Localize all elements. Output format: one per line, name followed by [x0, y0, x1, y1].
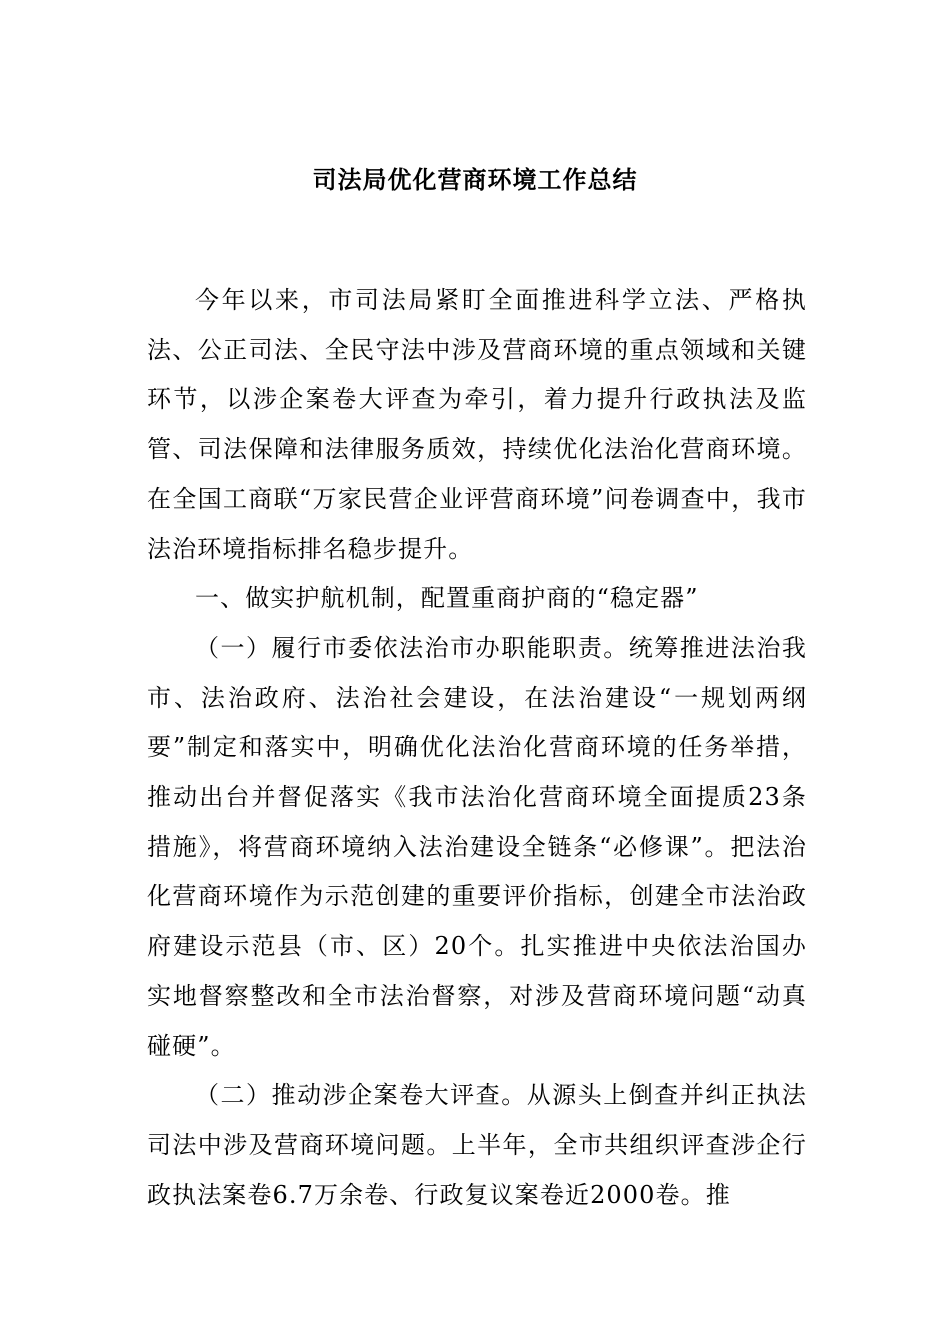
- paragraph-item-1: （一）履行市委依法治市办职能职责。统筹推进法治我市、法治政府、法治社会建设，在法治建设“一规划两纲要”制定和落实中，明确优化法治化营商环境的任务举措，推动出台并督促落实《我市法治化营商环境全面提质23条措施》，将营商环境纳入法治建设全链条“必修课”。把法治化营商环境作为示范创建的重要评价指标，创建全市法治政府建设示范县（市、区）20个。扎实推进中央依法治国办实地督察整改和全市法治督察，对涉及营商环境问题“动真碰硬”。: [147, 633, 807, 1060]
- document-title: 司法局优化营商环境工作总结: [312, 166, 638, 194]
- paragraph-intro: 今年以来，市司法局紧盯全面推进科学立法、严格执法、公正司法、全民守法中涉及营商环境的重点领域和关键环节，以涉企案卷大评查为牵引，着力提升行政执法及监管、司法保障和法律服务质效，持续优化法治化营商环境。在全国工商联“万家民营企业评营商环境”问卷调查中，我市法治环境指标排名稳步提升。: [147, 286, 807, 563]
- paragraph-item-2: （二）推动涉企案卷大评查。从源头上倒查并纠正执法司法中涉及营商环境问题。上半年，全市共组织评查涉企行政执法案卷6.7万余卷、行政复议案卷近2000卷。推: [147, 1081, 807, 1209]
- document-body: [147, 276, 807, 1220]
- section-heading-1: 一、做实护航机制，配置重商护商的“稳定器”: [195, 584, 699, 613]
